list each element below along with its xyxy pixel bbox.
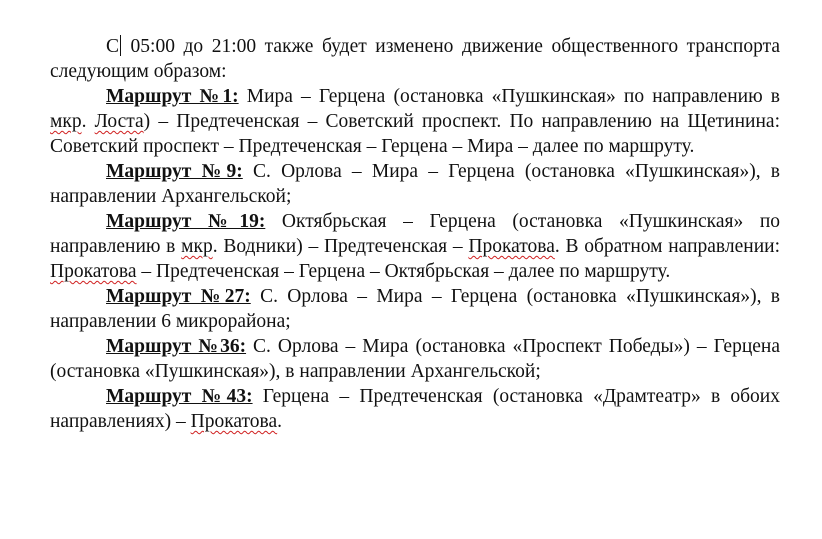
route-43-text-b: . — [277, 411, 283, 432]
route-27-label: Маршрут №27: — [106, 286, 251, 307]
route-43-spellcheck-prokatova: Прокатова — [190, 411, 278, 432]
intro-first-char: С — [106, 36, 120, 57]
route-27-paragraph — [50, 284, 780, 334]
route-1-text-a: Мира – Герцена (остановка «Пушкинская» по направлению в — [238, 86, 780, 107]
route-19-text-a: Октябрьская – Герцена (остановка «Пушкинская» по направлению в — [50, 211, 780, 257]
route-1-text-c: ) – Предтеченская – Советский проспект. По направлению на Щетинина: Советский проспект – Предтеченская – Герцена – Мира – далее по маршруту. — [50, 111, 780, 157]
route-19-spellcheck-prokatova: Прокатова — [468, 236, 555, 257]
route-43-label: Маршрут №43: — [106, 386, 253, 407]
intro-paragraph — [50, 34, 780, 84]
route-19-spellcheck-prokatova-2: Прокатова — [50, 261, 137, 282]
route-27-text: С. Орлова – Мира – Герцена (остановка «Пушкинская»), в направлении 6 микрорайона; — [50, 286, 781, 332]
route-19-text-b: . Водники) – Предтеченская – — [212, 236, 469, 257]
route-43-paragraph — [50, 384, 780, 434]
route-1-label: Маршрут №1: — [106, 86, 239, 107]
route-19-label: Маршрут №19: — [106, 211, 266, 232]
route-9-paragraph — [50, 159, 780, 209]
route-19-spellcheck-mkr: мкр — [181, 236, 213, 257]
route-19-paragraph — [50, 209, 780, 284]
route-9-label: Маршрут №9: — [106, 161, 243, 182]
route-9-text: С. Орлова – Мира – Герцена (остановка «Пушкинская»), в направлении Архангельской; — [50, 161, 780, 207]
route-1-spellcheck-losta: Лоста — [94, 111, 144, 132]
intro-text: 05:00 до 21:00 также будет изменено движение общественного транспорта следующим образом: — [50, 36, 780, 82]
route-1-paragraph — [50, 84, 780, 159]
route-36-paragraph — [50, 334, 780, 384]
document-page[interactable] — [50, 34, 780, 434]
text-cursor — [120, 35, 121, 56]
route-43-text-a: Герцена – Предтеченская (остановка «Драмтеатр» в обоих направлениях) – — [50, 386, 780, 432]
route-1-spellcheck-mkr: мкр — [50, 111, 82, 132]
route-36-label: Маршрут №36: — [106, 336, 247, 357]
route-36-text: С. Орлова – Мира (остановка «Проспект Победы») – Герцена (остановка «Пушкинская»), в направлении Архангельской; — [50, 336, 780, 382]
route-19-text-c: . В обратном направлении: — [554, 236, 780, 257]
route-19-text-d: – Предтеченская – Герцена – Октябрьская – далее по маршруту. — [136, 261, 671, 282]
route-1-text-b: . — [81, 111, 95, 132]
